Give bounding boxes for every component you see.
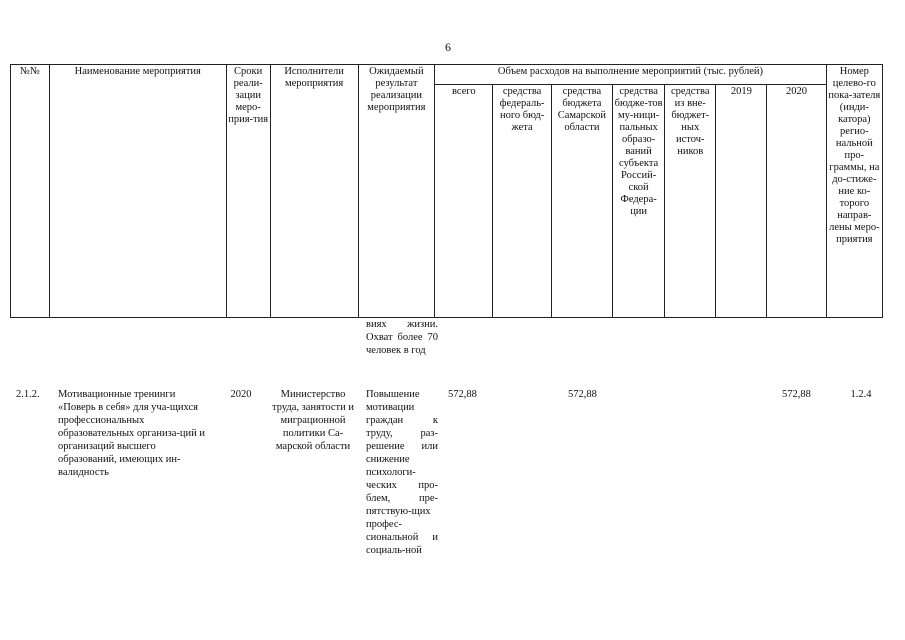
header-extra: средства из вне-бюджет-ных источ-ников <box>665 85 716 318</box>
header-num: №№ <box>11 65 50 318</box>
row-result: Повышение мотивации граждан к труду, раз-решение или снижение психологи-ческих про-блем, пре-пятствую-щих профес-сиональной и социаль-ной <box>366 389 438 556</box>
header-municipal: средства бюдже-тов му-ници-пальных образо-ваний субъекта Россий-ской Федера-ции <box>613 85 665 318</box>
header-indicator: Номер целево-го пока-зателя (инди-катора) регио-нальной про-граммы, на до-стиже-ние ко-торого направ-лены меро-приятия <box>826 65 882 318</box>
header-expenses-group: Объем расходов на выполнение мероприятий (тыс. рублей) <box>435 65 826 85</box>
row-number: 2.1.2. <box>16 389 40 400</box>
row-2020: 572,88 <box>782 389 811 400</box>
header-table <box>10 64 883 318</box>
header-executors: Исполнители мероприятия <box>270 65 358 318</box>
row-indicator: 1.2.4 <box>850 389 872 400</box>
header-regional: средства бюджета Самарской области <box>551 85 612 318</box>
header-2019: 2019 <box>716 85 767 318</box>
header-total: всего <box>435 85 493 318</box>
row-executors: Министерство труда, занятости и миграционной политики Са-марской области <box>271 389 354 452</box>
header-term: Сроки реали-зации меро-прия-тия <box>226 65 270 318</box>
header-2020: 2020 <box>767 85 826 318</box>
page-number: 6 <box>445 40 451 54</box>
row-regional: 572,88 <box>568 389 597 400</box>
header-result: Ожидаемый результат реализации мероприятия <box>358 65 435 318</box>
row-total: 572,88 <box>448 389 477 400</box>
header-name: Наименование мероприятия <box>49 65 226 318</box>
row-term: 2020 <box>230 389 252 400</box>
header-federal: средства федераль-ного бюд-жета <box>493 85 551 318</box>
row-name: Мотивационные тренинги «Поверь в себя» для уча-щихся профессиональных образовательных организа-ций и организаций высшего образований, имеющих ин-валидность <box>58 389 205 478</box>
continuation-text: виях жизни. Охват более 70 человек в год <box>366 319 438 356</box>
